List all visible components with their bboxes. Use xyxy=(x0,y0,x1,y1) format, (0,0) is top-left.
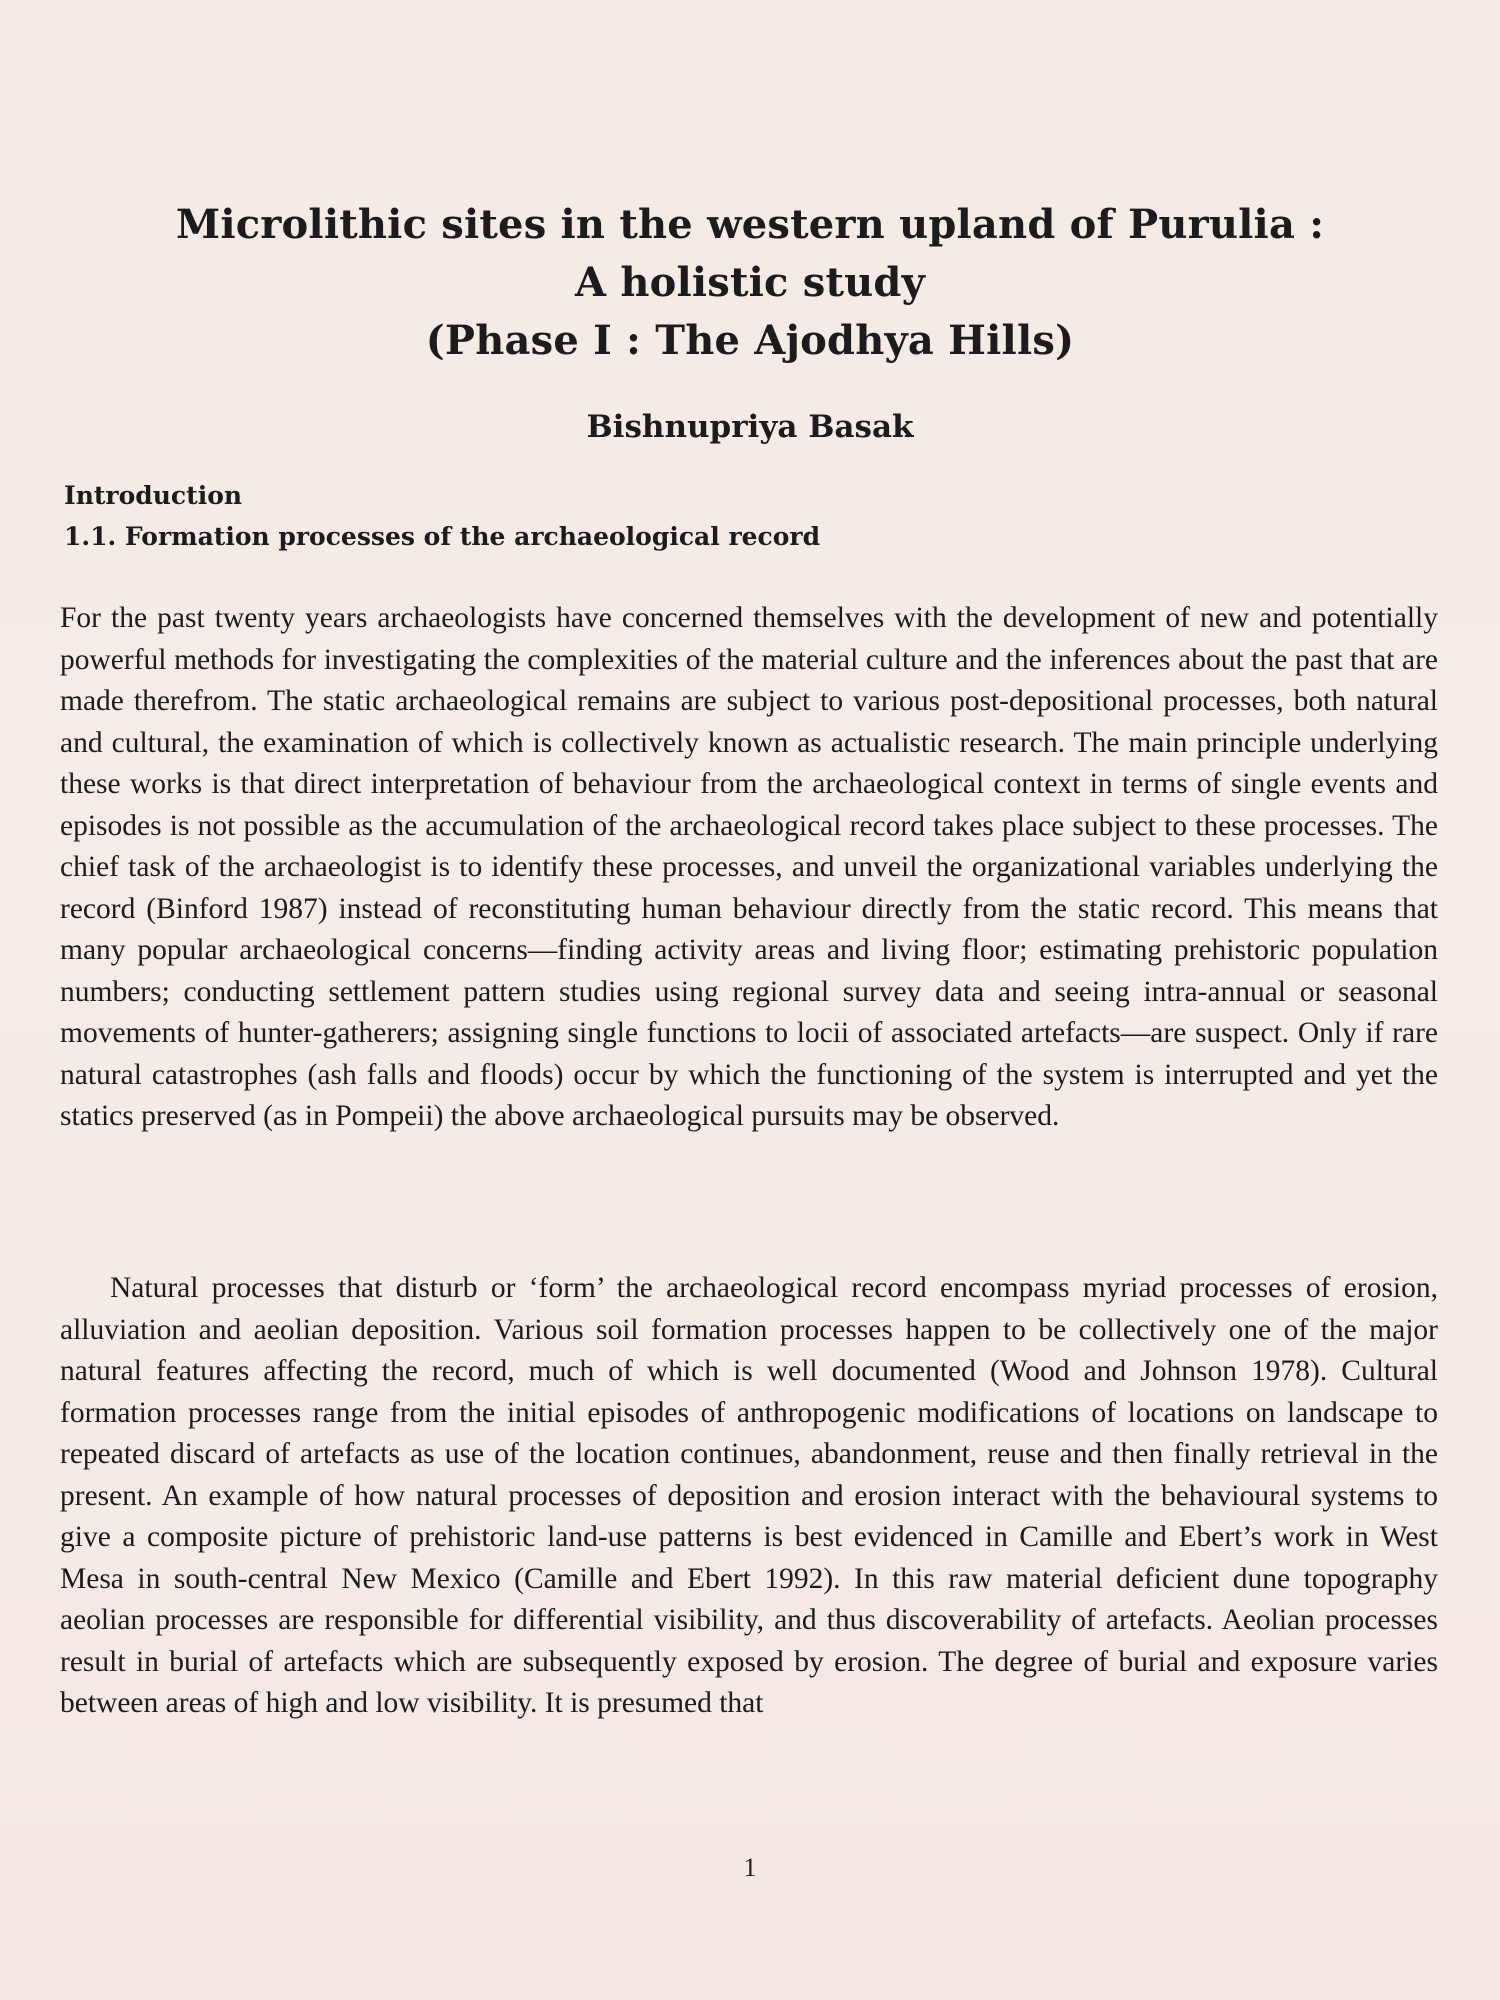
paper-title xyxy=(0,196,1500,370)
title-line-3: (Phase I : The Ajodhya Hills) xyxy=(425,317,1075,364)
body-paragraph-2: Natural processes that disturb or ‘form’ the archaeological record encompass myriad processes of erosion, alluviation and aeolian deposition. Various soil formation processes happen to be collectively one of the major natural features affecting the record, much of which is well documented (Wood and Johnson 1978). Cultural formation processes range from the initial episodes of anthropogenic modifications of locations on landscape to repeated discard of artefacts as use of the location continues, abandonment, reuse and then finally retrieval in the present. An example of how natural processes of deposition and erosion interact with the behavioural systems to give a composite picture of prehistoric land-use patterns is best evidenced in Camille and Ebert’s work in West Mesa in south-central New Mexico (Camille and Ebert 1992). In this raw material deficient dune topography aeolian processes are responsible for differential visibility, and thus discoverability of artefacts. Aeolian processes result in burial of artefacts which are subsequently exposed by erosion. The degree of burial and exposure varies between areas of high and low visibility. It is presumed that xyxy=(60,1272,1438,1719)
body-paragraph-1: For the past twenty years archaeologists have concerned themselves with the development of new and potentially powerful methods for investigating the complexities of the material culture and the inferences about the past that are made therefrom. The static archaeological remains are subject to various post-depositional processes, both natural and cultural, the examination of which is collectively known as actualistic research. The main principle underlying these works is that direct interpretation of behaviour from the archaeological context in terms of single events and episodes is not possible as the accumulation of the archaeological record takes place subject to these processes. The chief task of the archaeologist is to identify these processes, and unveil the organizational variables underlying the record (Binford 1987) instead of reconstituting human behaviour directly from the static record. This means that many popular archaeological concerns—finding activity areas and living floor; estimating prehistoric population numbers; conducting settlement pattern studies using regional survey data and seeing intra-annual or seasonal movements of hunter-gatherers; assigning single functions to locii of associated artefacts—are suspect. Only if rare natural catastrophes (ash falls and floods) occur by which the functioning of the system is interrupted and yet the statics preserved (as in Pompeii) the above archaeological pursuits may be observed. xyxy=(60,602,1438,1132)
section-heading-introduction: Introduction xyxy=(64,481,243,510)
subsection-heading: 1.1. Formation processes of the archaeological record xyxy=(64,522,821,551)
page-number: 1 xyxy=(743,1853,757,1882)
author-name: Bishnupriya Basak xyxy=(586,409,914,445)
title-line-2: A holistic study xyxy=(574,259,926,306)
title-line-1: Microlithic sites in the western upland of Purulia : xyxy=(175,201,1325,248)
